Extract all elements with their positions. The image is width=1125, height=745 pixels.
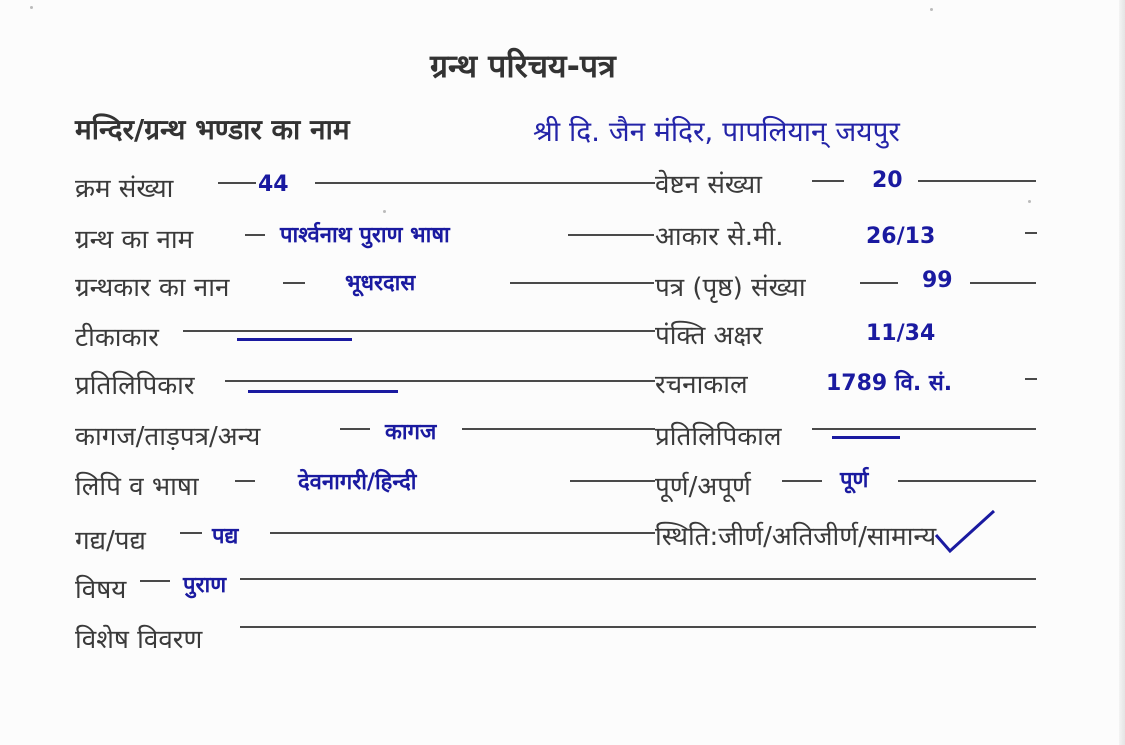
vishay-label: विषय [75, 575, 127, 605]
granthkar-value: भूधरदास [345, 271, 416, 296]
rule [860, 282, 898, 284]
kram-value: 44 [258, 172, 289, 197]
rule [812, 428, 1036, 430]
kram-label: क्रम संख्या [75, 174, 174, 204]
card-title: ग्रन्थ परिचय-पत्र [430, 47, 616, 85]
card-edge [1119, 0, 1125, 745]
rule [218, 182, 256, 184]
check-mark-icon [930, 505, 1000, 560]
kagaz-value: कागज [385, 420, 437, 445]
rule [462, 428, 655, 430]
paper-speck [930, 8, 933, 11]
granth-naam-value: पार्श्वनाथ पुराण भाषा [280, 223, 450, 248]
rule [1025, 378, 1037, 380]
aakar-value: 26/13 [866, 224, 936, 249]
rule [568, 234, 654, 236]
sthiti-label: स्थिति:जीर्ण/अतिजीर्ण/सामान्य [655, 522, 937, 552]
rachnakaal-label: रचनाकाल [655, 370, 748, 400]
pratilipikar-label: प्रतिलिपिकार [75, 371, 195, 401]
aakar-label: आकार से.मी. [655, 222, 784, 252]
rachnakaal-value: 1789 वि. सं. [826, 371, 953, 396]
rule [570, 480, 655, 482]
paper-speck [30, 6, 33, 9]
lipi-value: देवनागरी/हिन्दी [298, 470, 417, 495]
rule [283, 282, 305, 284]
rule [183, 330, 655, 332]
gadya-value: पद्य [212, 524, 239, 549]
paper-speck [383, 210, 386, 213]
poorn-value: पूर्ण [840, 468, 869, 493]
rule [240, 578, 1036, 580]
rule [812, 180, 844, 182]
patra-label: पत्र (पृष्ठ) संख्या [655, 273, 806, 303]
pratilipikar-blank-mark [248, 390, 398, 393]
rule [340, 428, 370, 430]
rule [782, 480, 822, 482]
rule [315, 182, 655, 184]
kagaz-label: कागज/ताड़पत्र/अन्य [75, 422, 261, 452]
temple-value: श्री दि. जैन मंदिर, पापलियान् जयपुर [533, 115, 900, 148]
rule [225, 380, 655, 382]
veshtan-label: वेष्टन संख्या [655, 170, 762, 200]
rule [180, 532, 202, 534]
pankti-value: 11/34 [866, 321, 936, 346]
rule [140, 580, 170, 582]
teekakar-blank-mark [237, 338, 352, 341]
pratilipikaal-label: प्रतिलिपिकाल [655, 422, 782, 452]
teekakar-label: टीकाकार [75, 323, 159, 353]
rule [970, 282, 1036, 284]
vishay-value: पुराण [183, 573, 227, 598]
lipi-label: लिपि व भाषा [75, 472, 199, 502]
gadya-label: गद्य/पद्य [75, 526, 146, 556]
rule [510, 282, 654, 284]
pankti-label: पंक्ति अक्षर [655, 321, 763, 351]
pratilipikaal-blank-mark [832, 436, 900, 439]
rule [270, 532, 655, 534]
rule [235, 480, 255, 482]
granthkar-label: ग्रन्थकार का नान [75, 273, 230, 303]
rule [245, 234, 265, 236]
rule [240, 626, 1036, 628]
paper-speck [1028, 200, 1031, 203]
temple-label: मन्दिर/ग्रन्थ भण्डार का नाम [75, 113, 350, 146]
vishesh-label: विशेष विवरण [75, 625, 203, 655]
granth-naam-label: ग्रन्थ का नाम [75, 225, 194, 255]
veshtan-value: 20 [872, 168, 903, 193]
rule [898, 480, 1036, 482]
rule [1025, 232, 1037, 234]
poorn-label: पूर्ण/अपूर्ण [655, 472, 751, 502]
rule [918, 180, 1036, 182]
patra-value: 99 [922, 268, 953, 293]
